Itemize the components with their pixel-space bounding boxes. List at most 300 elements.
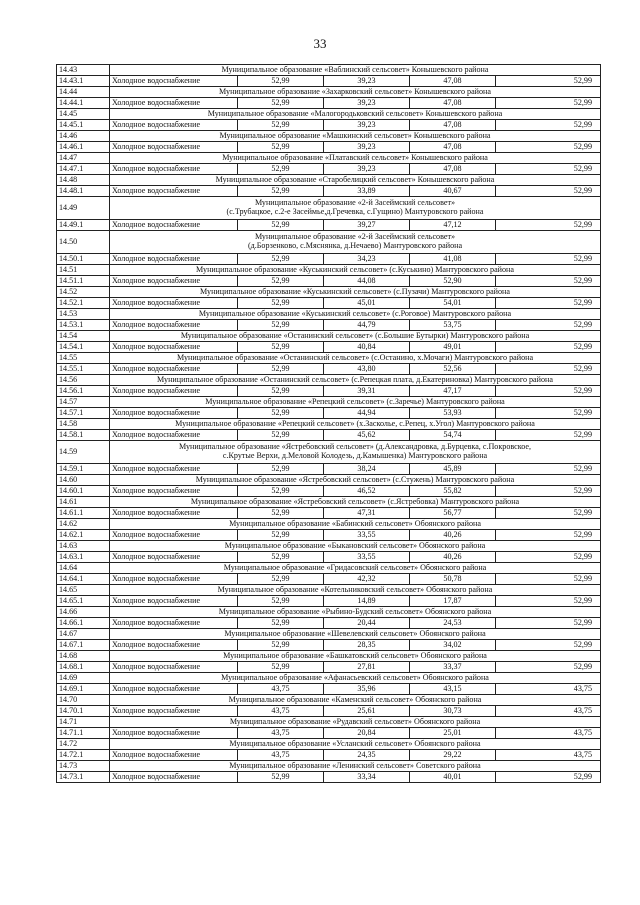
row-code: 14.48	[57, 175, 110, 186]
municipality-row	[57, 519, 601, 530]
row-code: 14.50	[57, 231, 110, 254]
tariff-value: 40,26	[410, 530, 496, 541]
row-code: 14.65.1	[57, 596, 110, 607]
tariff-value: 50,78	[410, 574, 496, 585]
tariff-value: 52,99	[496, 276, 601, 287]
municipality-row	[57, 265, 601, 276]
service-name: Холодное водоснабжение	[110, 320, 238, 331]
row-code: 14.67.1	[57, 640, 110, 651]
tariff-value: 52,99	[238, 276, 324, 287]
row-code: 14.62.1	[57, 530, 110, 541]
tariff-value: 45,01	[324, 298, 410, 309]
tariff-value: 52,99	[238, 364, 324, 375]
service-name: Холодное водоснабжение	[110, 276, 238, 287]
tariff-value: 24,35	[324, 750, 410, 761]
tariff-value: 33,55	[324, 552, 410, 563]
tariff-value: 52,99	[496, 320, 601, 331]
row-code: 14.52.1	[57, 298, 110, 309]
tariff-value: 52,99	[238, 76, 324, 87]
service-name: Холодное водоснабжение	[110, 76, 238, 87]
municipality-name	[110, 375, 601, 386]
tariff-value: 52,99	[238, 320, 324, 331]
municipality-name-line: Муниципальное образование «Захарковский сельсовет» Конышевского района	[219, 86, 491, 96]
tariff-row	[57, 430, 601, 441]
service-name: Холодное водоснабжение	[110, 486, 238, 497]
municipality-name	[110, 175, 601, 186]
service-name: Холодное водоснабжение	[110, 386, 238, 397]
tariff-value: 52,99	[238, 164, 324, 175]
tariff-value: 52,99	[238, 640, 324, 651]
tariff-row	[57, 186, 601, 197]
municipality-name-line: с.Крутые Верхи, д.Меловой Колодезь, д.Камышенка) Мантуровского района	[222, 451, 488, 460]
tariff-value: 52,99	[496, 430, 601, 441]
municipality-row	[57, 541, 601, 552]
tariff-table	[56, 64, 601, 783]
municipality-name-line: Муниципальное образование «Машкинский сельсовет» Конышевского района	[219, 130, 491, 140]
tariff-row	[57, 320, 601, 331]
municipality-name-line: Муниципальное образование «Рудавский сельсовет» Обоянского района	[229, 716, 481, 726]
row-code: 14.73.1	[57, 772, 110, 783]
service-name: Холодное водоснабжение	[110, 750, 238, 761]
tariff-value: 39,27	[324, 220, 410, 231]
tariff-value: 52,99	[238, 186, 324, 197]
row-code: 14.43.1	[57, 76, 110, 87]
municipality-name-line: Муниципальное образование «Останинский сельсовет» (с.Большие Бутырки) Мантуровского района	[180, 330, 530, 340]
tariff-value: 52,99	[496, 464, 601, 475]
service-name: Холодное водоснабжение	[110, 120, 238, 131]
row-code: 14.70.1	[57, 706, 110, 717]
tariff-value: 39,31	[324, 386, 410, 397]
row-code: 14.69	[57, 673, 110, 684]
row-code: 14.71.1	[57, 728, 110, 739]
municipality-name	[110, 309, 601, 320]
row-code: 14.56.1	[57, 386, 110, 397]
row-code: 14.54	[57, 331, 110, 342]
tariff-value: 34,02	[410, 640, 496, 651]
tariff-value: 52,99	[238, 772, 324, 783]
tariff-value: 53,93	[410, 408, 496, 419]
municipality-row	[57, 353, 601, 364]
municipality-name-line: Муниципальное образование «Старобелицкий сельсовет» Конышевского района	[215, 174, 495, 184]
tariff-value: 52,99	[496, 76, 601, 87]
tariff-value: 52,99	[496, 618, 601, 629]
tariff-row	[57, 618, 601, 629]
tariff-row	[57, 120, 601, 131]
tariff-value: 52,99	[238, 464, 324, 475]
tariff-row	[57, 220, 601, 231]
municipality-name	[110, 265, 601, 276]
tariff-value: 43,75	[238, 684, 324, 695]
row-code: 14.45.1	[57, 120, 110, 131]
tariff-value: 52,99	[238, 142, 324, 153]
municipality-row	[57, 695, 601, 706]
tariff-row	[57, 772, 601, 783]
row-code: 14.44.1	[57, 98, 110, 109]
tariff-value: 38,24	[324, 464, 410, 475]
tariff-value: 54,74	[410, 430, 496, 441]
municipality-name-line: Муниципальное образование «Шевелевский сельсовет» Обоянского района	[224, 628, 486, 638]
tariff-value: 39,23	[324, 142, 410, 153]
service-name: Холодное водоснабжение	[110, 298, 238, 309]
row-code: 14.63	[57, 541, 110, 552]
row-code: 14.63.1	[57, 552, 110, 563]
row-code: 14.69.1	[57, 684, 110, 695]
row-code: 14.61.1	[57, 508, 110, 519]
row-code: 14.72.1	[57, 750, 110, 761]
municipality-name-line: (д.Борзенково, с.Мяснянка, д.Нечаево) Мантуровского района	[247, 241, 463, 250]
tariff-row	[57, 298, 601, 309]
tariff-value: 44,08	[324, 276, 410, 287]
tariff-row	[57, 530, 601, 541]
row-code: 14.48.1	[57, 186, 110, 197]
tariff-value: 33,34	[324, 772, 410, 783]
municipality-name-line: Муниципальное образование «Быкановский сельсовет» Обоянского района	[224, 540, 486, 550]
tariff-value: 52,99	[496, 386, 601, 397]
municipality-row	[57, 475, 601, 486]
tariff-value: 53,75	[410, 320, 496, 331]
row-code: 14.57.1	[57, 408, 110, 419]
municipality-name	[110, 153, 601, 164]
tariff-value: 45,62	[324, 430, 410, 441]
municipality-row	[57, 131, 601, 142]
tariff-row	[57, 508, 601, 519]
tariff-value: 29,22	[410, 750, 496, 761]
tariff-value: 20,84	[324, 728, 410, 739]
service-name: Холодное водоснабжение	[110, 552, 238, 563]
municipality-name	[110, 287, 601, 298]
service-name: Холодное водоснабжение	[110, 364, 238, 375]
tariff-value: 24,53	[410, 618, 496, 629]
tariff-value: 44,79	[324, 320, 410, 331]
tariff-row	[57, 254, 601, 265]
municipality-name-line: Муниципальное образование «Рыбино-Будский сельсовет» Обоянского района	[218, 606, 492, 616]
tariff-value: 28,35	[324, 640, 410, 651]
tariff-value: 52,99	[238, 530, 324, 541]
service-name: Холодное водоснабжение	[110, 254, 238, 265]
municipality-row	[57, 563, 601, 574]
tariff-value: 35,96	[324, 684, 410, 695]
municipality-name-line: Муниципальное образование «2-й Засеймский сельсовет»	[254, 198, 456, 208]
service-name: Холодное водоснабжение	[110, 186, 238, 197]
tariff-value: 39,23	[324, 120, 410, 131]
tariff-value: 33,37	[410, 662, 496, 673]
municipality-row	[57, 739, 601, 750]
municipality-name	[110, 607, 601, 618]
row-code: 14.66.1	[57, 618, 110, 629]
tariff-row	[57, 342, 601, 353]
row-code: 14.68	[57, 651, 110, 662]
municipality-name	[110, 353, 601, 364]
municipality-row	[57, 717, 601, 728]
municipality-name-line: Муниципальное образование «Репецкий сельсовет» (с.Заречье) Мантуровского района	[205, 396, 505, 406]
row-code: 14.57	[57, 397, 110, 408]
municipality-row	[57, 629, 601, 640]
tariff-row	[57, 706, 601, 717]
municipality-row	[57, 287, 601, 298]
municipality-name-line: Муниципальное образование «Ленинский сельсовет» Советского района	[229, 760, 481, 770]
tariff-value: 47,08	[410, 142, 496, 153]
municipality-name-line: Муниципальное образование «Гридасовский сельсовет» Обоянского района	[223, 562, 487, 572]
tariff-value: 47,31	[324, 508, 410, 519]
tariff-value: 43,75	[496, 684, 601, 695]
municipality-name-line: (с.Трубацкое, с.2-е Засеймье,д.Гречевка, с.Гущино) Мантуровского района	[226, 207, 484, 216]
service-name: Холодное водоснабжение	[110, 640, 238, 651]
tariff-value: 52,99	[238, 430, 324, 441]
tariff-value: 44,94	[324, 408, 410, 419]
municipality-name-line: Муниципальное образование «Усланский сельсовет» Обоянского района	[229, 738, 481, 748]
municipality-name-line: Муниципальное образование «Ястребовский сельсовет» (д.Александровка, д.Бурцевка, с.Покровское,	[178, 442, 532, 452]
municipality-row	[57, 585, 601, 596]
tariff-value: 52,99	[238, 98, 324, 109]
tariff-value: 43,75	[496, 728, 601, 739]
tariff-value: 39,23	[324, 76, 410, 87]
row-code: 14.51	[57, 265, 110, 276]
tariff-value: 40,01	[410, 772, 496, 783]
tariff-table-body	[57, 65, 601, 783]
municipality-row	[57, 331, 601, 342]
tariff-row	[57, 142, 601, 153]
row-code: 14.47.1	[57, 164, 110, 175]
municipality-name	[110, 197, 601, 220]
tariff-value: 47,08	[410, 76, 496, 87]
row-code: 14.53	[57, 309, 110, 320]
municipality-name-line: Муниципальное образование «Каменский сельсовет» Обоянского района	[228, 694, 482, 704]
municipality-row	[57, 375, 601, 386]
row-code: 14.46	[57, 131, 110, 142]
service-name: Холодное водоснабжение	[110, 596, 238, 607]
row-code: 14.60	[57, 475, 110, 486]
tariff-value: 43,75	[496, 750, 601, 761]
tariff-value: 52,99	[238, 574, 324, 585]
row-code: 14.49	[57, 197, 110, 220]
tariff-value: 52,99	[496, 298, 601, 309]
municipality-name-line: Муниципальное образование «Куськинский сельсовет» (с.Роговое) Мантуровского района	[198, 308, 512, 318]
tariff-value: 52,99	[238, 552, 324, 563]
municipality-name-line: Муниципальное образование «Бабинский сельсовет» Обоянского района	[229, 518, 481, 528]
tariff-value: 52,99	[496, 164, 601, 175]
tariff-value: 43,75	[238, 750, 324, 761]
municipality-name	[110, 585, 601, 596]
municipality-name-line: Муниципальное образование «Репецкий сельсовет» (х.Засколье, с.Репец, х.Угол) Мантуровского района	[175, 418, 535, 428]
tariff-value: 52,99	[238, 408, 324, 419]
tariff-value: 43,75	[238, 706, 324, 717]
tariff-value: 40,67	[410, 186, 496, 197]
row-code: 14.64.1	[57, 574, 110, 585]
service-name: Холодное водоснабжение	[110, 508, 238, 519]
row-code: 14.54.1	[57, 342, 110, 353]
row-code: 14.51.1	[57, 276, 110, 287]
municipality-name-line: Муниципальное образование «Останинский сельсовет» (с.Останино, х.Мочаги) Мантуровского района	[176, 352, 534, 362]
row-code: 14.50.1	[57, 254, 110, 265]
row-code: 14.55.1	[57, 364, 110, 375]
tariff-value: 52,99	[496, 142, 601, 153]
municipality-row	[57, 673, 601, 684]
tariff-row	[57, 552, 601, 563]
tariff-row	[57, 684, 601, 695]
municipality-row	[57, 87, 601, 98]
service-name: Холодное водоснабжение	[110, 464, 238, 475]
tariff-row	[57, 464, 601, 475]
tariff-value: 39,23	[324, 164, 410, 175]
municipality-row	[57, 607, 601, 618]
tariff-value: 54,01	[410, 298, 496, 309]
row-code: 14.55	[57, 353, 110, 364]
tariff-row	[57, 276, 601, 287]
municipality-name	[110, 519, 601, 530]
municipality-name	[110, 475, 601, 486]
municipality-name-line: Муниципальное образование «2-й Засеймский сельсовет»	[254, 232, 456, 242]
tariff-value: 46,52	[324, 486, 410, 497]
tariff-value: 47,17	[410, 386, 496, 397]
tariff-row	[57, 662, 601, 673]
tariff-value: 17,87	[410, 596, 496, 607]
municipality-name	[110, 629, 601, 640]
service-name: Холодное водоснабжение	[110, 772, 238, 783]
municipality-name	[110, 563, 601, 574]
row-code: 14.67	[57, 629, 110, 640]
municipality-name-line: Муниципальное образование «Платавский сельсовет» Конышевского района	[222, 152, 488, 162]
service-name: Холодное водоснабжение	[110, 142, 238, 153]
service-name: Холодное водоснабжение	[110, 220, 238, 231]
tariff-value: 40,26	[410, 552, 496, 563]
tariff-row	[57, 76, 601, 87]
service-name: Холодное водоснабжение	[110, 408, 238, 419]
tariff-value: 43,80	[324, 364, 410, 375]
municipality-name	[110, 109, 601, 120]
municipality-name	[110, 65, 601, 76]
municipality-row	[57, 175, 601, 186]
service-name: Холодное водоснабжение	[110, 98, 238, 109]
tariff-value: 52,99	[238, 486, 324, 497]
row-code: 14.47	[57, 153, 110, 164]
tariff-value: 52,99	[238, 120, 324, 131]
municipality-row	[57, 65, 601, 76]
tariff-value: 47,08	[410, 98, 496, 109]
tariff-value: 52,99	[496, 220, 601, 231]
service-name: Холодное водоснабжение	[110, 728, 238, 739]
tariff-row	[57, 486, 601, 497]
row-code: 14.62	[57, 519, 110, 530]
tariff-value: 40,84	[324, 342, 410, 353]
tariff-value: 52,56	[410, 364, 496, 375]
tariff-value: 39,23	[324, 98, 410, 109]
municipality-name	[110, 651, 601, 662]
municipality-row	[57, 153, 601, 164]
tariff-value: 20,44	[324, 618, 410, 629]
tariff-value: 43,75	[496, 706, 601, 717]
row-code: 14.45	[57, 109, 110, 120]
municipality-row	[57, 651, 601, 662]
tariff-value: 25,61	[324, 706, 410, 717]
municipality-name	[110, 87, 601, 98]
municipality-name-line: Муниципальное образование «Ястребовский сельсовет» (с.Стужень) Мантуровского района	[195, 474, 515, 484]
tariff-value: 47,12	[410, 220, 496, 231]
municipality-row	[57, 761, 601, 772]
municipality-name	[110, 695, 601, 706]
tariff-value: 45,89	[410, 464, 496, 475]
tariff-value: 52,99	[496, 486, 601, 497]
tariff-row	[57, 574, 601, 585]
municipality-row	[57, 309, 601, 320]
municipality-name	[110, 441, 601, 464]
municipality-row	[57, 109, 601, 120]
row-code: 14.58.1	[57, 430, 110, 441]
tariff-value: 52,99	[496, 98, 601, 109]
tariff-value: 52,99	[496, 662, 601, 673]
tariff-value: 52,99	[496, 186, 601, 197]
municipality-name-line: Муниципальное образование «Куськинский сельсовет» (с.Пузачи) Мантуровского района	[200, 286, 510, 296]
tariff-value: 52,99	[238, 386, 324, 397]
tariff-value: 52,99	[496, 772, 601, 783]
tariff-value: 47,08	[410, 120, 496, 131]
row-code: 14.43	[57, 65, 110, 76]
tariff-row	[57, 98, 601, 109]
row-code: 14.53.1	[57, 320, 110, 331]
municipality-row	[57, 397, 601, 408]
row-code: 14.71	[57, 717, 110, 728]
tariff-value: 52,99	[496, 364, 601, 375]
tariff-row	[57, 364, 601, 375]
tariff-value: 33,55	[324, 530, 410, 541]
tariff-value: 52,99	[238, 662, 324, 673]
row-code: 14.66	[57, 607, 110, 618]
tariff-value: 52,99	[238, 254, 324, 265]
service-name: Холодное водоснабжение	[110, 684, 238, 695]
municipality-name	[110, 419, 601, 430]
tariff-value: 52,99	[238, 342, 324, 353]
municipality-name-line: Муниципальное образование «Ваблинский сельсовет» Конышевского района	[221, 64, 489, 74]
municipality-name	[110, 397, 601, 408]
row-code: 14.58	[57, 419, 110, 430]
municipality-name	[110, 541, 601, 552]
municipality-name-line: Муниципальное образование «Останинский сельсовет» (с.Репецкая плата, д.Екатериновка) Мантуровского района	[157, 374, 553, 384]
municipality-row	[57, 231, 601, 254]
tariff-value: 34,23	[324, 254, 410, 265]
service-name: Холодное водоснабжение	[110, 342, 238, 353]
service-name: Холодное водоснабжение	[110, 164, 238, 175]
row-code: 14.46.1	[57, 142, 110, 153]
tariff-row	[57, 386, 601, 397]
row-code: 14.44	[57, 87, 110, 98]
row-code: 14.68.1	[57, 662, 110, 673]
municipality-name-line: Муниципальное образование «Афанасьевский сельсовет» Обоянского района	[221, 672, 489, 682]
tariff-value: 52,99	[496, 596, 601, 607]
municipality-row	[57, 419, 601, 430]
municipality-name-line: Муниципальное образование «Котельниковский сельсовет» Обоянского района	[217, 584, 493, 594]
tariff-value: 52,99	[496, 530, 601, 541]
tariff-value: 43,15	[410, 684, 496, 695]
tariff-value: 52,99	[238, 618, 324, 629]
municipality-row	[57, 441, 601, 464]
tariff-row	[57, 596, 601, 607]
tariff-value: 52,99	[238, 298, 324, 309]
tariff-value: 47,08	[410, 164, 496, 175]
row-code: 14.65	[57, 585, 110, 596]
tariff-value: 42,32	[324, 574, 410, 585]
tariff-value: 41,08	[410, 254, 496, 265]
municipality-row	[57, 197, 601, 220]
tariff-row	[57, 728, 601, 739]
row-code: 14.64	[57, 563, 110, 574]
tariff-value: 56,77	[410, 508, 496, 519]
row-code: 14.59	[57, 441, 110, 464]
municipality-name	[110, 717, 601, 728]
tariff-value: 52,90	[410, 276, 496, 287]
service-name: Холодное водоснабжение	[110, 574, 238, 585]
municipality-name	[110, 673, 601, 684]
row-code: 14.70	[57, 695, 110, 706]
service-name: Холодное водоснабжение	[110, 430, 238, 441]
